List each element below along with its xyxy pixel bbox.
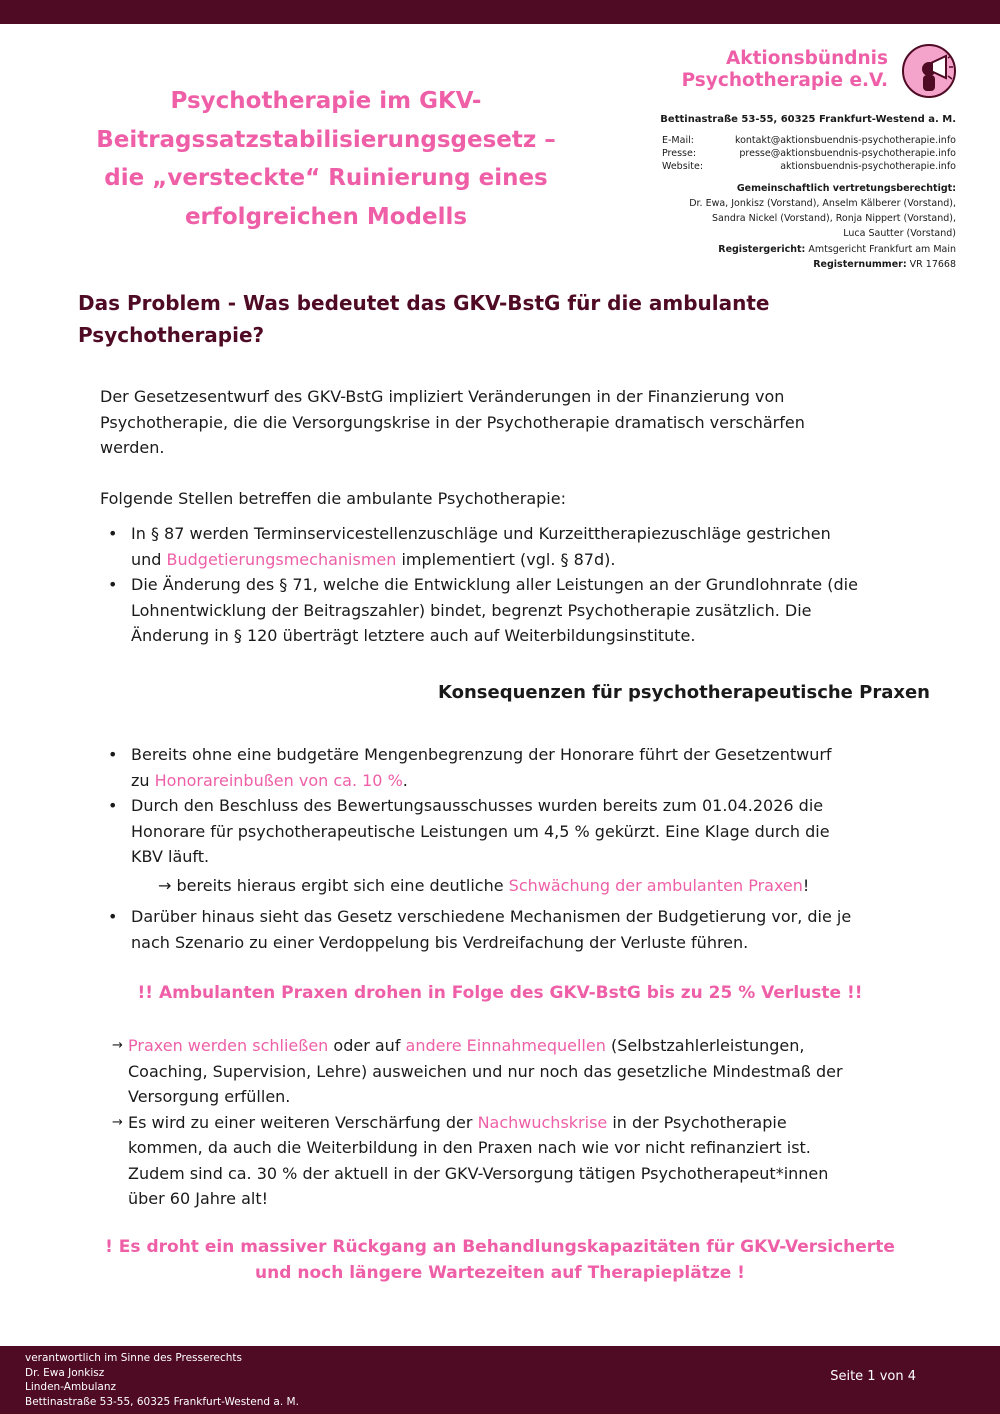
outcome-list: [112, 1033, 912, 1212]
consequences-list-continued: [100, 904, 900, 955]
org-name-line: Aktionsbündnis: [725, 48, 888, 69]
item-text: in der Psychotherapie: [607, 1112, 787, 1132]
highlight-text: Nachwuchskrise: [477, 1112, 608, 1132]
problem-list: [100, 521, 900, 649]
item-text: (Selbstzahlerleistungen,: [605, 1036, 805, 1055]
highlight-text: Schwächung der ambulanten Praxen: [508, 876, 803, 895]
press-email-link[interactable]: presse@aktionsbuendnis-psychotherapie.info: [739, 148, 956, 159]
register-number: VR 17668: [909, 259, 956, 270]
contact-email: [662, 134, 956, 147]
list-item: [100, 521, 900, 572]
highlight-text: Praxen werden schließen: [128, 1036, 329, 1055]
outcome-item: [112, 1110, 912, 1212]
item-text: .: [402, 770, 408, 790]
highlight-text: Budgetierungsmechanismen: [166, 549, 397, 569]
arrow-text: !: [802, 876, 810, 895]
item-line: über 60 Jahre alt!: [128, 1189, 269, 1208]
warning-line: und noch längere Wartezeiten auf Therapieplätze !: [255, 1263, 745, 1283]
item-text: und: [131, 549, 167, 569]
contact-label: E-Mail:: [662, 135, 694, 146]
highlight-text: Honorareinbußen von ca. 10 %: [154, 770, 403, 790]
website-link[interactable]: aktionsbuendnis-psychotherapie.info: [780, 161, 956, 172]
warning-line: ! Es droht ein massiver Rückgang an Behandlungskapazitäten für GKV-Versicherte: [105, 1237, 895, 1257]
item-line: kommen, da auch die Weiterbildung in den Praxen nach wie vor nicht refinanziert ist.: [128, 1138, 811, 1157]
item-text: implementiert (vgl. § 87d).: [396, 549, 616, 569]
register-court-label: Registergericht:: [718, 244, 806, 255]
email-link[interactable]: kontakt@aktionsbuendnis-psychotherapie.info: [734, 135, 956, 146]
highlight-text: andere Einnahmequellen: [405, 1036, 606, 1055]
problem-heading: [78, 287, 838, 351]
title-line: Psychotherapie im GKV-: [170, 88, 482, 114]
consequences-list: [100, 742, 900, 870]
contact-website: [662, 160, 956, 173]
contact-list: [662, 134, 956, 173]
title-line: Beitragssatzstabilisierungsgesetz –: [96, 126, 556, 153]
footer-line: Dr. Ewa Jonkisz: [25, 1366, 105, 1379]
footer-line: verantwortlich im Sinne des Presserechts: [25, 1352, 243, 1364]
list-item: [100, 572, 900, 649]
item-line: In § 87 werden Terminservicestellenzuschläge und Kurzeittherapiezuschläge gestrichen: [131, 524, 831, 543]
item-text: zu: [131, 770, 155, 790]
list-item: [100, 793, 900, 870]
title-line: erfolgreichen Modells: [184, 203, 468, 230]
item-line: Honorare für psychotherapeutische Leistungen um 4,5 % gekürzt. Eine Klage durch die: [131, 821, 830, 841]
register-number-label: Registernummer:: [813, 259, 907, 270]
footer: [0, 1346, 1000, 1414]
arrow-text: → bereits hieraus ergibt sich eine deutliche: [158, 876, 509, 895]
list-item: [100, 904, 900, 955]
heading-line: Das Problem - Was bedeutet das GKV-BstG für die ambulante: [78, 291, 770, 315]
intro-paragraph: [100, 384, 890, 461]
item-line: Änderung in § 120 überträgt letztere auch auf Weiterbildungsinstitute.: [131, 626, 696, 645]
outcome-item: [112, 1033, 912, 1110]
contact-label: Website:: [662, 161, 704, 172]
representation-line: Dr. Ewa, Jonkisz (Vorstand), Anselm Kälberer (Vorstand),: [689, 198, 956, 209]
top-bar: [0, 0, 1000, 24]
item-line: Coaching, Supervision, Lehre) ausweichen und nur noch das gesetzliche Mindestmaß der: [128, 1061, 843, 1081]
representation: [656, 181, 956, 241]
contact-label: Presse:: [662, 148, 697, 159]
intro-line: Der Gesetzesentwurf des GKV-BstG impliziert Veränderungen in der Finanzierung von: [100, 387, 785, 406]
org-name-line: Psychotherapie e.V.: [681, 70, 888, 91]
footer-responsible: [25, 1351, 299, 1409]
item-line: nach Szenario zu einer Verdoppelung bis Verdreifachung der Verluste führen.: [131, 932, 749, 952]
org-address: Bettinastraße 53-55, 60325 Frankfurt-Westend a. M.: [660, 114, 956, 125]
item-line: Versorgung erfüllen.: [128, 1087, 291, 1106]
representation-label: Gemeinschaftlich vertretungsberechtigt:: [736, 183, 956, 194]
megaphone-icon: [902, 44, 956, 98]
item-line: Die Änderung des § 71, welche die Entwicklung aller Leistungen an der Grundlohnrate (die: [131, 575, 858, 594]
org-name: [682, 48, 888, 92]
item-line: Durch den Beschluss des Bewertungsausschusses wurden bereits zum 01.04.2026 die: [131, 796, 824, 815]
representation-line: Sandra Nickel (Vorstand), Ronja Nippert (Vorstand),: [711, 213, 956, 224]
item-line: Bereits ohne eine budgetäre Mengenbegrenzung der Honorare führt der Gesetzentwurf: [131, 745, 832, 764]
arrow-note: [158, 873, 809, 899]
lead-paragraph: Folgende Stellen betreffen die ambulante Psychotherapie:: [100, 489, 566, 508]
title-line: die „versteckte“ Ruinierung eines: [104, 165, 548, 191]
item-line: KBV läuft.: [131, 847, 210, 866]
document-title: [70, 82, 582, 236]
intro-line: werden.: [100, 438, 165, 457]
register-info: [636, 242, 956, 272]
consequences-heading: Konsequenzen für psychotherapeutische Praxen: [437, 682, 930, 703]
contact-press: [662, 147, 956, 160]
item-line: Zudem sind ca. 30 % der aktuell in der GKV-Versorgung tätigen Psychotherapeut*innen: [128, 1163, 829, 1183]
list-item: [100, 742, 900, 793]
warning-banner: !! Ambulanten Praxen drohen in Folge des GKV-BstG bis zu 25 % Verluste !!: [137, 983, 863, 1003]
item-text: oder auf: [328, 1036, 406, 1055]
footer-line: Bettinastraße 53-55, 60325 Frankfurt-Westend a. M.: [25, 1395, 299, 1408]
item-text: Es wird zu einer weiteren Verschärfung der: [128, 1112, 478, 1132]
item-line: Darüber hinaus sieht das Gesetz verschiedene Mechanismen der Budgetierung vor, die je: [131, 907, 852, 926]
intro-line: Psychotherapie, die die Versorgungskrise in der Psychotherapie dramatisch verschärfen: [100, 412, 805, 432]
item-line: Lohnentwicklung der Beitragszahler) bindet, begrenzt Psychotherapie zusätzlich. Die: [131, 600, 812, 620]
heading-line: Psychotherapie?: [78, 323, 265, 347]
footer-line: Linden-Ambulanz: [25, 1381, 117, 1393]
representation-line: Luca Sautter (Vorstand): [843, 228, 956, 239]
final-warning: [0, 1234, 1000, 1286]
page-number: Seite 1 von 4: [830, 1369, 916, 1384]
register-court: Amtsgericht Frankfurt am Main: [808, 244, 956, 255]
